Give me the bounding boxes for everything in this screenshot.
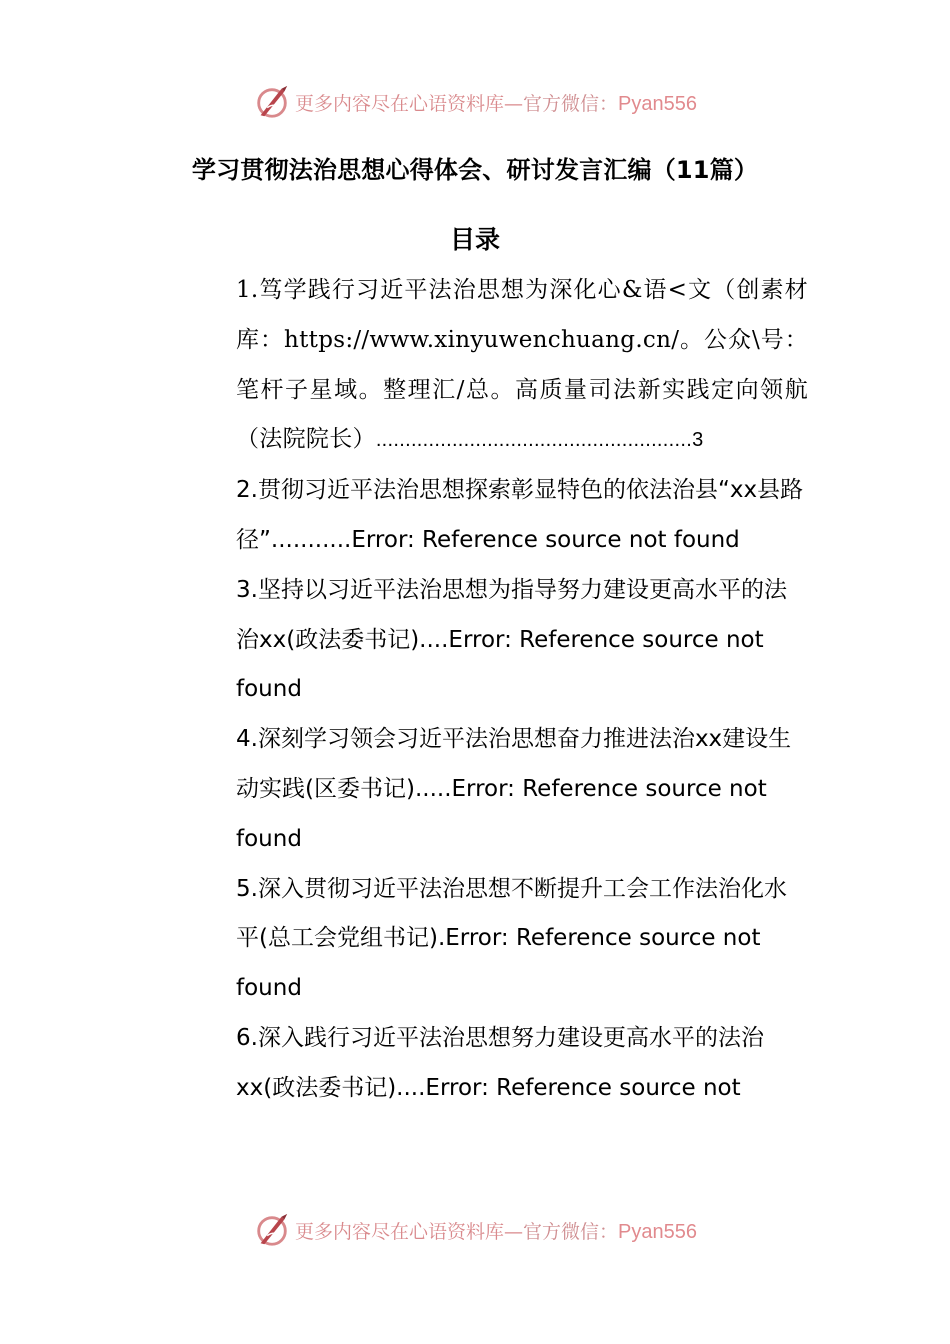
toc-item[interactable] (236, 865, 808, 1014)
document-title: 学习贯彻法治思想心得体会、研讨发言汇编（11篇） (191, 156, 759, 184)
toc-item-title: 4.深刻学习领会习近平法治思想奋力推进法治xx建设生动实践(区委书记) (236, 726, 792, 802)
toc-item-page: Error: Reference source not found (236, 775, 767, 852)
toc-item-leader: ........... (270, 526, 352, 553)
toc-item-page: Error: Reference source not found (351, 526, 740, 553)
banner-wechat-id: Pyan556 (618, 92, 697, 115)
toc-item-leader: ...................................................... (375, 429, 693, 452)
toc-item[interactable] (236, 1014, 808, 1114)
toc-item-leader: . (437, 925, 446, 952)
banner-brand: 更多内容尽在心语资料库— (295, 1220, 524, 1243)
toc-heading: 目录 (449, 225, 500, 254)
quill-logo-icon (253, 83, 291, 121)
toc-item-title: 3.坚持以习近平法治思想为指导努力建设更高水平的法治xx(政法委书记) (236, 576, 787, 653)
banner-wechat-id: Pyan556 (618, 1220, 697, 1243)
toc-item-title: 2.贯彻习近平法治思想探索彰显特色的依法治县“xx县路径” (236, 477, 804, 553)
table-of-contents (236, 266, 808, 1114)
toc-item[interactable] (236, 715, 808, 864)
toc-item-leader: .... (419, 626, 449, 653)
toc-item[interactable] (236, 266, 808, 466)
toc-item-title: 5.深入贯彻习近平法治思想不断提升工会工作法治化水平(总工会党组书记) (236, 875, 787, 952)
toc-item-title: 1.笃学践行习近平法治思想为深化心&语<文（创素材库：https://www.xinyuwenchuang.cn/。公众\号：笔杆子星域。整理汇/总。高质量司法新实践定向领航（法院院长） (236, 277, 808, 453)
toc-item-leader: ..... (414, 775, 452, 802)
banner-wechat-label: 官方微信： (523, 1220, 619, 1243)
banner-text (295, 1217, 697, 1244)
toc-item-page: Error: Reference source not found (236, 925, 761, 1002)
toc-item[interactable] (236, 566, 808, 715)
footer-banner (0, 1208, 950, 1252)
header-banner (0, 80, 950, 124)
banner-wechat-label: 官方微信： (523, 92, 619, 115)
toc-item-title: 6.深入践行习近平法治思想努力建设更高水平的法治xx(政法委书记) (236, 1024, 764, 1101)
quill-logo-icon (253, 1211, 291, 1249)
banner-brand: 更多内容尽在心语资料库— (295, 92, 524, 115)
toc-item-leader: .... (396, 1074, 426, 1101)
toc-item[interactable] (236, 466, 808, 566)
toc-item-page: Error: Reference source not (425, 1074, 741, 1101)
toc-item-page: 3 (692, 429, 704, 452)
toc-item-page: Error: Reference source not found (236, 626, 764, 703)
banner-text (295, 89, 697, 116)
